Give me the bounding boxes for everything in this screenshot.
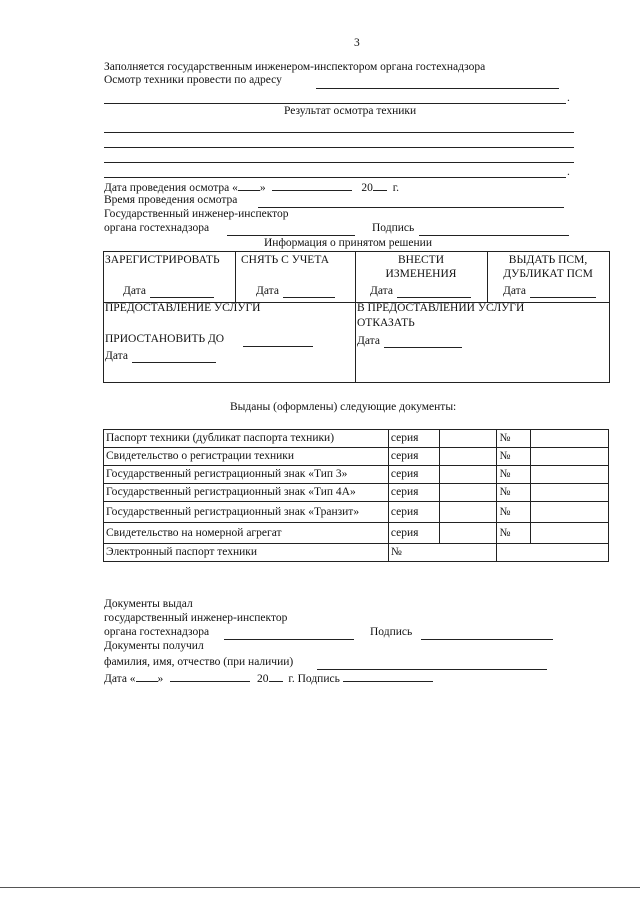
- series-label: серия: [388, 448, 439, 466]
- receipt-year-field[interactable]: [269, 671, 283, 682]
- series-label: серия: [388, 484, 439, 502]
- inspector-signature-field[interactable]: [419, 235, 569, 236]
- document-name: Свидетельство на номерной агрегат: [104, 523, 389, 544]
- number-field[interactable]: [531, 502, 609, 523]
- fio-field[interactable]: [317, 669, 547, 670]
- service-refused-option-l1[interactable]: В ПРЕДОСТАВЛЕНИИ УСЛУГИ: [357, 302, 525, 314]
- issue-option-l1[interactable]: ВЫДАТЬ ПСМ,: [508, 254, 588, 266]
- documents-title: Выданы (оформлены) следующие документы:: [230, 401, 457, 413]
- suspend-date-field[interactable]: [132, 362, 216, 363]
- inspector-signature-label: Подпись: [372, 222, 415, 234]
- refuse-date-label: Дата: [357, 335, 380, 347]
- result-line-4[interactable]: [104, 177, 566, 178]
- issued-by-label: Документы выдал: [104, 598, 193, 610]
- issuer-signature-label: Подпись: [370, 626, 413, 638]
- table-row: [104, 502, 609, 523]
- result-title: Результат осмотра техники: [284, 105, 417, 117]
- series-label: серия: [388, 466, 439, 484]
- register-date-label: Дата: [123, 285, 146, 297]
- series-field[interactable]: [439, 466, 497, 484]
- series-label: серия: [388, 430, 439, 448]
- number-label: №: [497, 430, 531, 448]
- document-name: Свидетельство о регистрации техники: [104, 448, 389, 466]
- header-line-2: Осмотр техники провести по адресу: [104, 74, 282, 86]
- deregister-date-field[interactable]: [283, 297, 335, 298]
- refuse-date-field[interactable]: [384, 347, 462, 348]
- table-row: [104, 430, 609, 448]
- table-row: [104, 448, 609, 466]
- number-label: №: [497, 484, 531, 502]
- inspection-year-field[interactable]: [373, 180, 387, 191]
- decision-title: Информация о принятом решении: [264, 237, 432, 249]
- page-number: 3: [354, 37, 360, 49]
- number-field[interactable]: [497, 544, 609, 562]
- number-field[interactable]: [531, 484, 609, 502]
- received-by-label: Документы получил: [104, 640, 204, 652]
- inspection-day-field[interactable]: [238, 180, 260, 191]
- inspector-label-2: органа гостехнадзора: [104, 222, 210, 234]
- table-row: [104, 466, 609, 484]
- changes-date-field[interactable]: [397, 297, 471, 298]
- number-label: №: [497, 448, 531, 466]
- number-field[interactable]: [531, 430, 609, 448]
- inspector-name-field[interactable]: [227, 235, 355, 236]
- receipt-signature-field[interactable]: [343, 671, 433, 682]
- series-field[interactable]: [439, 502, 497, 523]
- series-label: серия: [388, 502, 439, 523]
- inspection-month-field[interactable]: [272, 180, 352, 191]
- receipt-date-row: Дата « » 20 г. Подпись: [104, 671, 433, 686]
- issuer-signature-field[interactable]: [421, 639, 553, 640]
- address-field-line-2[interactable]: [104, 103, 566, 104]
- number-label: №: [497, 502, 531, 523]
- issue-date-label: Дата: [503, 285, 526, 297]
- inspection-time-field[interactable]: [258, 207, 564, 208]
- number-field[interactable]: [531, 466, 609, 484]
- issue-option-l2[interactable]: ДУБЛИКАТ ПСМ: [503, 268, 593, 280]
- table-row: [104, 484, 609, 502]
- inspector-label-1: Государственный инженер-инспектор: [104, 208, 289, 220]
- inspection-date-row: Дата проведения осмотра « » 20 г.: [104, 182, 400, 194]
- receipt-date-label: Дата «: [104, 673, 136, 685]
- period-mark: .: [567, 92, 570, 104]
- series-label: серия: [388, 523, 439, 544]
- document-name: Электронный паспорт техники: [104, 544, 389, 562]
- header-line-1: Заполняется государственным инженером-инспектором органа гостехнадзора: [104, 61, 486, 73]
- scan-edge-line: [0, 887, 640, 888]
- service-provided-option[interactable]: ПРЕДОСТАВЛЕНИЕ УСЛУГИ: [105, 302, 261, 314]
- document-name: Паспорт техники (дубликат паспорта техники): [104, 430, 389, 448]
- number-label: №: [388, 544, 497, 562]
- result-line-2[interactable]: [104, 147, 574, 148]
- result-line-3[interactable]: [104, 162, 574, 163]
- inspection-date-label: Дата проведения осмотра «: [104, 182, 238, 194]
- series-field[interactable]: [439, 523, 497, 544]
- document-name: Государственный регистрационный знак «Транзит»: [104, 502, 389, 523]
- document-name: Государственный регистрационный знак «Тип 3»: [104, 466, 389, 484]
- number-label: №: [497, 466, 531, 484]
- table-row: [104, 544, 609, 562]
- suspend-date-label: Дата: [105, 350, 128, 362]
- deregister-option[interactable]: СНЯТЬ С УЧЕТА: [241, 254, 330, 266]
- issuer-label-2: органа гостехнадзора: [104, 626, 210, 638]
- result-line-1[interactable]: [104, 132, 574, 133]
- number-field[interactable]: [531, 448, 609, 466]
- issuer-label-1: государственный инженер-инспектор: [104, 612, 288, 624]
- number-field[interactable]: [531, 523, 609, 544]
- receipt-signature-label: г. Подпись: [288, 673, 340, 685]
- number-label: №: [497, 523, 531, 544]
- register-date-field[interactable]: [150, 297, 214, 298]
- series-field[interactable]: [439, 448, 497, 466]
- deregister-date-label: Дата: [256, 285, 279, 297]
- changes-option-l1[interactable]: ВНЕСТИ: [398, 254, 444, 266]
- changes-option-l2[interactable]: ИЗМЕНЕНИЯ: [385, 268, 457, 280]
- table-row: [104, 523, 609, 544]
- document-name: Государственный регистрационный знак «Тип 4А»: [104, 484, 389, 502]
- receipt-day-field[interactable]: [136, 671, 158, 682]
- fio-label: фамилия, имя, отчество (при наличии): [104, 656, 294, 668]
- period-mark-2: .: [567, 166, 570, 178]
- inspection-time-label: Время проведения осмотра: [104, 194, 238, 206]
- series-field[interactable]: [439, 484, 497, 502]
- receipt-month-field[interactable]: [170, 671, 250, 682]
- suspend-until-label: ПРИОСТАНОВИТЬ ДО: [105, 333, 225, 345]
- issue-date-field[interactable]: [530, 297, 596, 298]
- register-option[interactable]: ЗАРЕГИСТРИРОВАТЬ: [105, 254, 220, 266]
- documents-table: [103, 429, 609, 562]
- series-field[interactable]: [439, 430, 497, 448]
- address-field[interactable]: [316, 88, 559, 89]
- issuer-name-field[interactable]: [224, 639, 354, 640]
- service-refused-option-l2[interactable]: ОТКАЗАТЬ: [357, 317, 415, 329]
- suspend-until-field[interactable]: [243, 346, 313, 347]
- changes-date-label: Дата: [370, 285, 393, 297]
